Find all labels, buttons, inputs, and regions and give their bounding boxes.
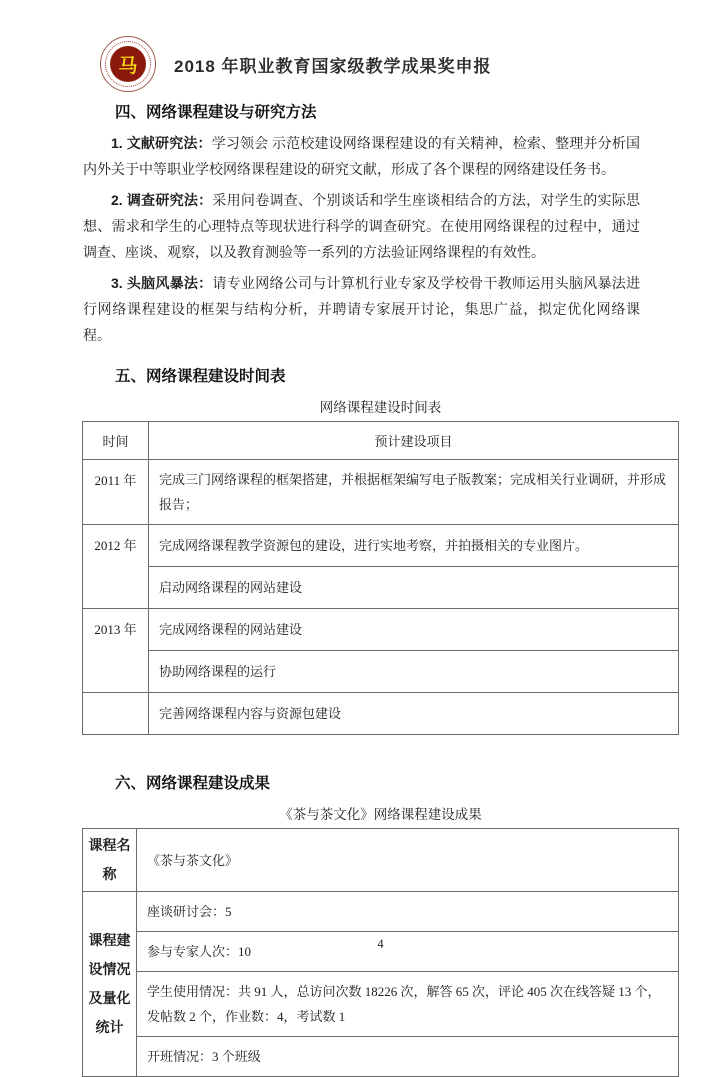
stats-label: 课程建设情况及量化统计 [83,892,137,1077]
table-row [83,525,679,567]
project-cell: 启动网络课程的网站建设 [149,567,679,609]
course-name-value: 《茶与茶文化》 [137,829,679,892]
school-seal-icon [100,36,156,92]
page-number: 4 [377,937,384,951]
table-row [83,972,679,1037]
results-table [82,828,679,1077]
paragraph-brainstorm-method [83,270,640,350]
stat-cell: 学生使用情况：共 91 人，总访问次数 18226 次，解答 65 次，评论 405 次在线答疑 13 个，发帖数 2 个，作业数：4，考试数 1 [137,972,679,1037]
table-row [83,1037,679,1077]
stat-cell: 座谈研讨会：5 [137,892,679,932]
stat-cell: 参与专家人次：10 [137,932,679,972]
year-cell: 2013 年 [83,609,149,693]
results-table-caption: 《茶与茶文化》网络课程建设成果 [279,807,482,822]
paragraph-text: 学习领会 示范校建设网络课程建设的有关精神，检索、整理并分析国内外关于中等职业学校网络课程建设的研究文献，形成了各个课程的网络建设任务书。 [83,137,640,178]
seal-ring [105,41,151,87]
project-cell: 完成三门网络课程的框架搭建，并根据框架编写电子版教案；完成相关行业调研，并形成报告； [149,460,679,525]
section-heading-schedule: 五、网络课程建设时间表 [115,368,286,385]
paragraph-text: 请专业网络公司与计算机行业专家及学校骨干教师运用头脑风暴法进行网络课程建设的框架与结构分析，并聘请专家展开讨论，集思广益，拟定优化网络课程。 [83,277,640,344]
year-cell-empty [83,693,149,735]
schedule-table [82,421,679,735]
table-row [83,567,679,609]
project-cell: 完成网络课程教学资源包的建设，进行实地考察，并拍摄相关的专业图片。 [149,525,679,567]
column-header-time: 时间 [83,422,149,460]
document-header [0,0,724,92]
stat-cell: 开班情况：3 个班级 [137,1037,679,1077]
paragraph-survey-method [83,187,640,267]
paragraph-lead: 1. 文献研究法： [111,135,212,151]
document-title: 2018 年职业教育国家级教学成果奖申报 [174,56,492,76]
table-row [83,693,679,735]
paragraph-literature-method [83,130,640,184]
table-row [83,460,679,525]
year-cell: 2012 年 [83,525,149,609]
table-row [83,609,679,651]
table-row [83,892,679,932]
table-header-row [83,422,679,460]
table-row [83,829,679,892]
course-name-label: 课程名称 [83,829,137,892]
project-cell: 完成网络课程的网站建设 [149,609,679,651]
project-cell: 完善网络课程内容与资源包建设 [149,693,679,735]
methods-paragraphs [83,130,640,350]
paragraph-lead: 2. 调查研究法： [111,192,213,208]
project-cell: 协助网络课程的运行 [149,651,679,693]
schedule-table-caption: 网络课程建设时间表 [319,400,442,415]
horse-emblem-icon: 马 [110,46,146,82]
paragraph-lead: 3. 头脑风暴法： [111,275,213,291]
section-heading-methods: 四、网络课程建设与研究方法 [115,104,317,121]
paragraph-text: 采用问卷调查、个别谈话和学生座谈相结合的方法，对学生的实际思想、需求和学生的心理特点等现状进行科学的调查研究。在使用网络课程的过程中，通过调查、座谈、观察，以及教育测验等一系列的方法验证网络课程的有效性。 [83,194,640,261]
table-row [83,651,679,693]
section-heading-results: 六、网络课程建设成果 [115,775,271,792]
year-cell: 2011 年 [83,460,149,525]
column-header-project: 预计建设项目 [149,422,679,460]
